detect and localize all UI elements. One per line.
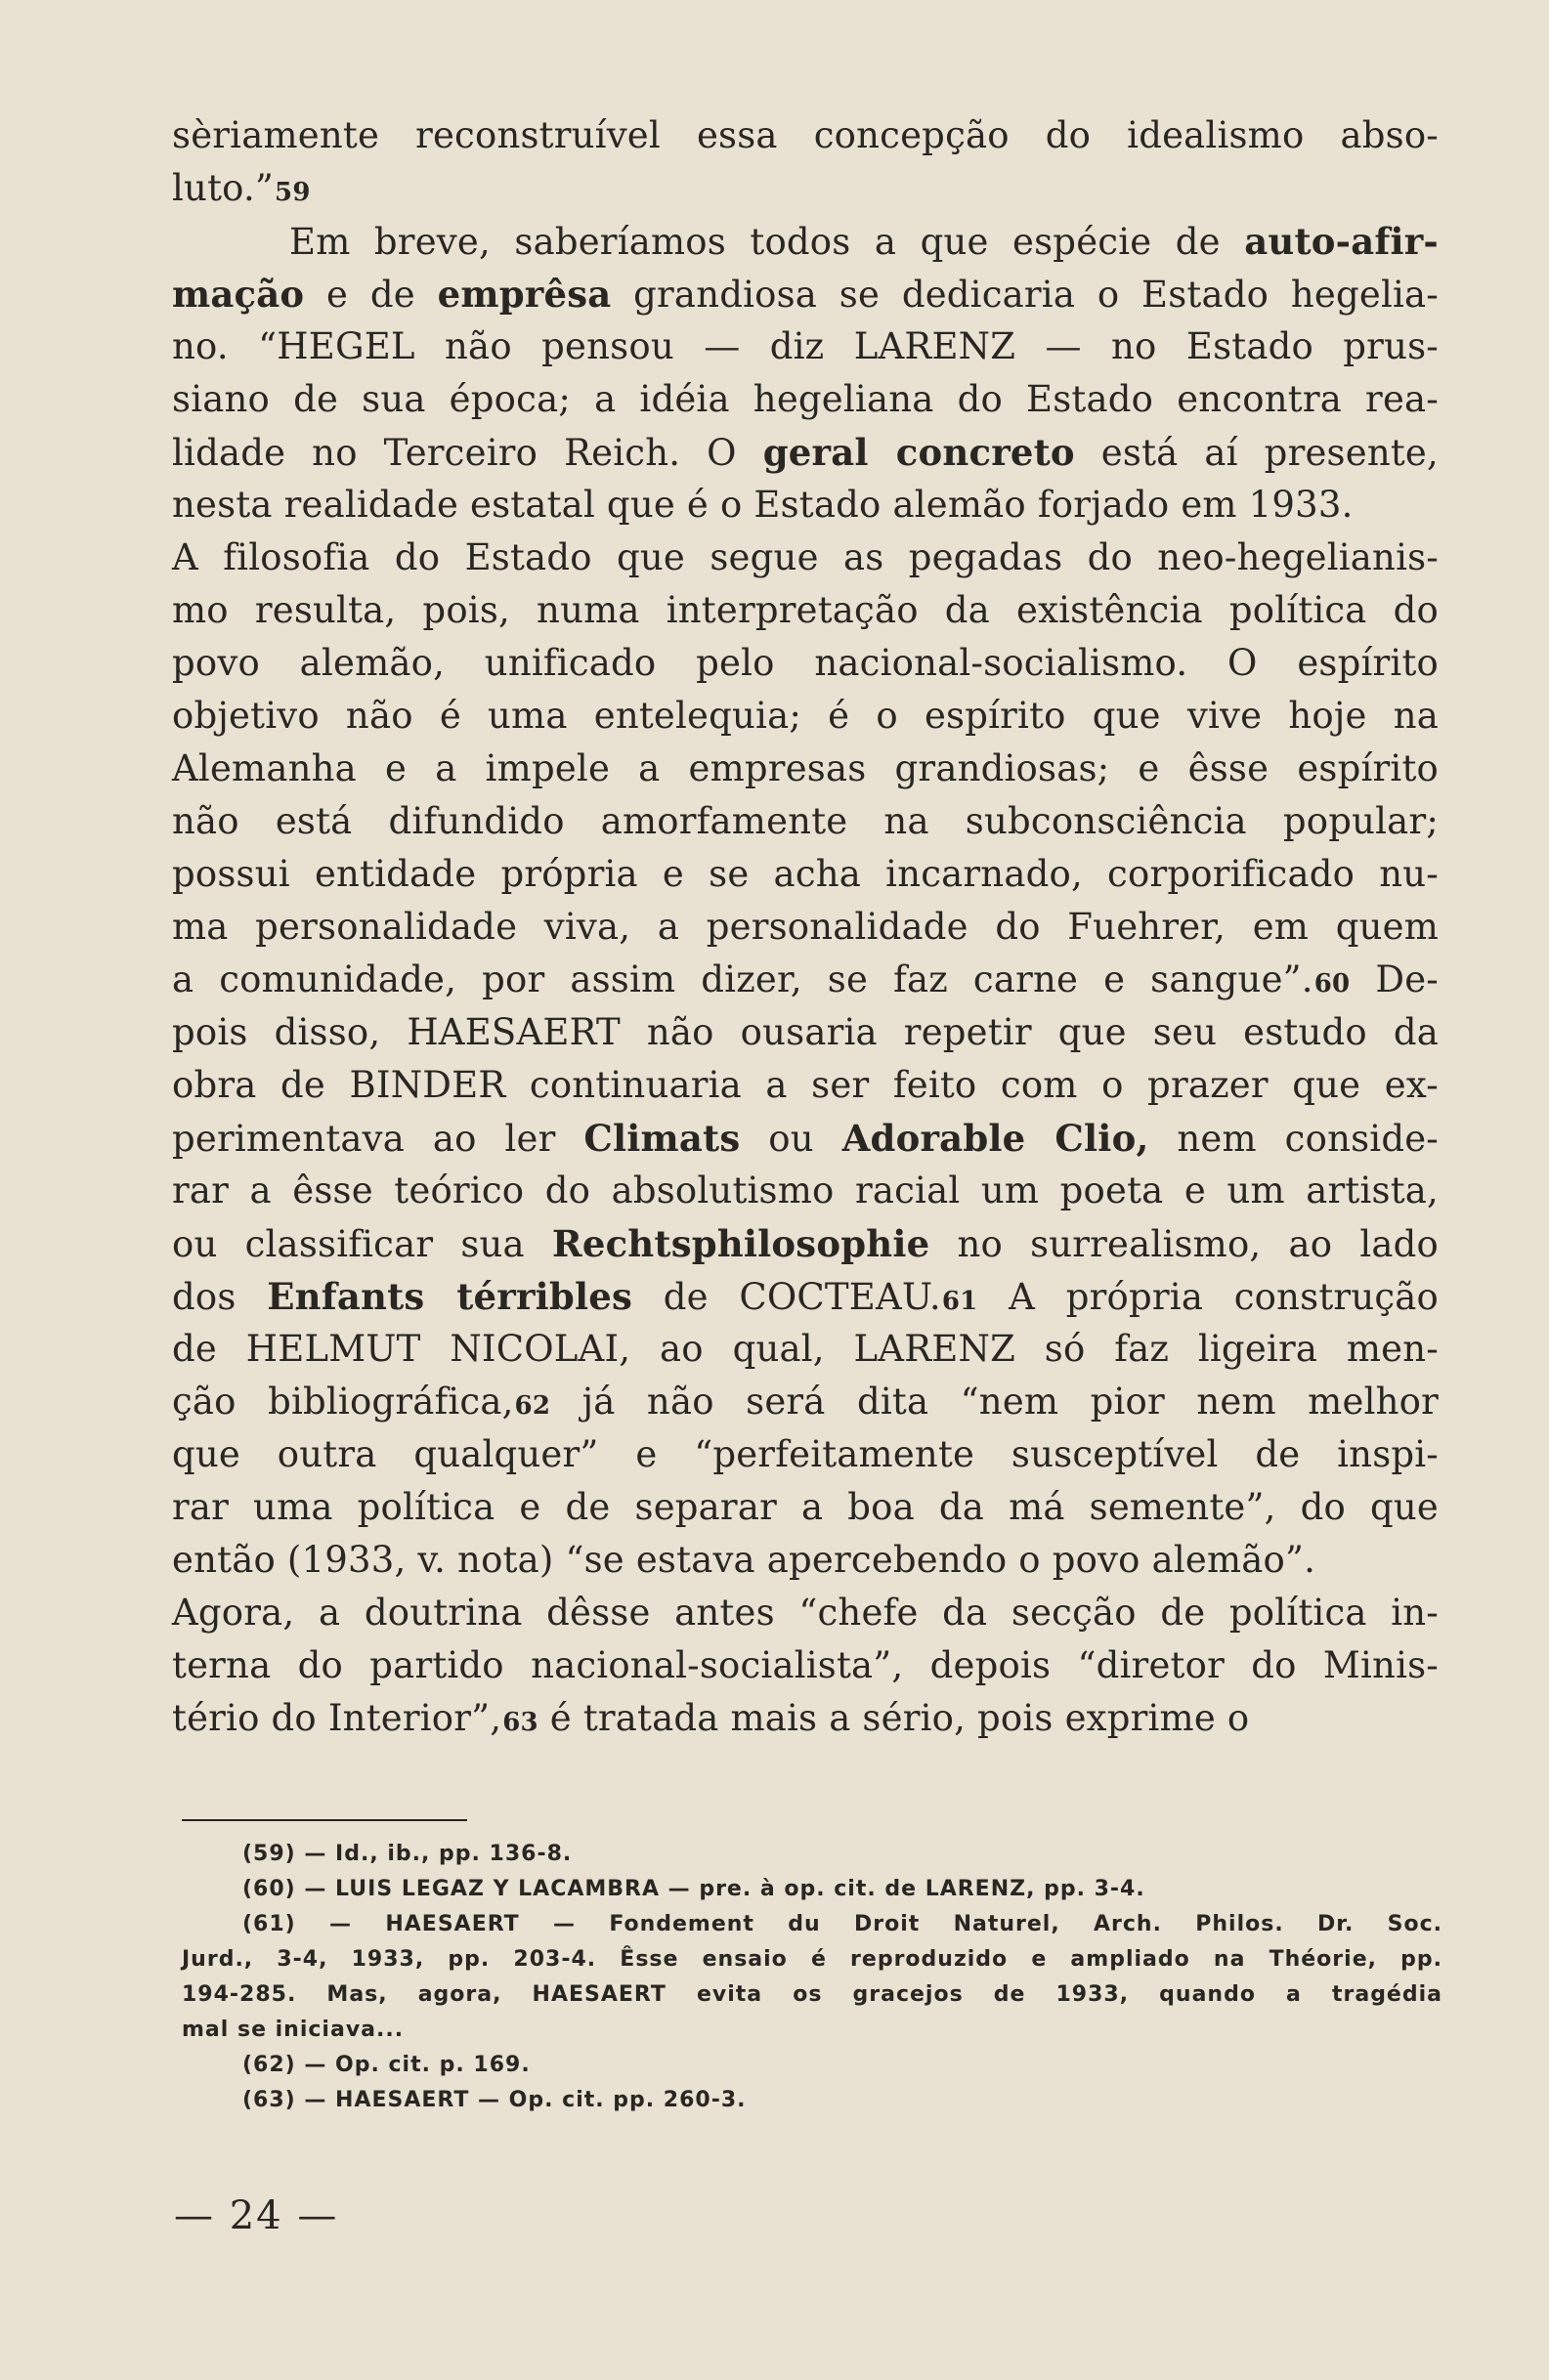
emphasis: Enfants térribles (267, 1275, 633, 1318)
text-run: no. “HEGEL não pensou — diz LARENZ — no Estado prus- (172, 325, 1439, 367)
text-run: não está difundido amorfamente na subconsciência popular; (172, 800, 1439, 842)
text-run: é tratada mais a sério, pois exprime o (538, 1697, 1250, 1739)
footnote-reference: 60 (1313, 969, 1351, 999)
text-run: ma personalidade viva, a personalidade do Fuehrer, em quem (172, 906, 1439, 948)
text-line (172, 215, 1439, 268)
text-run: dos (172, 1276, 268, 1318)
footnote-rule (182, 1819, 467, 1821)
text-run: possui entidade própria e se acha incarnado, corporificado nu- (172, 853, 1439, 895)
text-run: A própria construção (977, 1276, 1440, 1318)
text-line (172, 848, 1439, 901)
text-run: já não será dita “nem pior nem melhor (550, 1381, 1439, 1423)
footnote-line: Jurd., 3-4, 1933, pp. 203-4. Êsse ensaio é reproduzido e ampliado na Théorie, pp. (182, 1947, 1442, 1972)
text-run: lidade no Terceiro Reich. O (172, 432, 763, 474)
footnote-line: (61) — HAESAERT — Fondement du Droit Naturel, Arch. Philos. Dr. Soc. (242, 1912, 1442, 1936)
text-run: siano de sua época; a idéia hegeliana do Estado encontra rea- (172, 378, 1439, 420)
text-line (172, 954, 1439, 1006)
text-run: terna do partido nacional-socialista”, depois “diretor do Minis- (172, 1644, 1439, 1686)
text-line (172, 901, 1439, 954)
text-line (172, 1217, 1439, 1270)
text-line (172, 109, 1439, 162)
text-run: de HELMUT NICOLAI, ao qual, LARENZ só faz ligeira men- (172, 1328, 1439, 1370)
text-line (172, 1587, 1439, 1639)
footnotes (182, 1837, 1442, 2118)
text-run: nesta realidade estatal que é o Estado alemão forjado em 1933. (172, 484, 1354, 526)
footnote-line: (62) — Op. cit. p. 169. (242, 2053, 531, 2077)
text-line (172, 637, 1439, 690)
text-run: rar uma política e de separar a boa da má semente”, do que (172, 1486, 1439, 1528)
emphasis: Climats (583, 1117, 741, 1160)
text-line (172, 373, 1439, 426)
text-line (172, 320, 1439, 373)
text-line (172, 743, 1439, 795)
text-line (172, 162, 1439, 215)
text-line (172, 1323, 1439, 1376)
text-run: A filosofia do Estado que segue as pegadas do neo-hegelianis- (172, 536, 1439, 578)
text-run: a comunidade, por assim dizer, se faz carne e sangue”. (172, 958, 1313, 1000)
text-line (172, 268, 1439, 320)
text-line (172, 1481, 1439, 1534)
footnote-line: (59) — Id., ib., pp. 136-8. (242, 1842, 573, 1866)
emphasis: Adorable Clio, (841, 1117, 1149, 1160)
text-run: nem conside- (1148, 1118, 1440, 1160)
text-run: Agora, a doutrina dêsse antes “chefe da secção de política in- (172, 1592, 1439, 1634)
footnote-reference: 59 (275, 178, 311, 207)
text-line (172, 426, 1439, 479)
text-line (172, 690, 1439, 743)
text-run: pois disso, HAESAERT não ousaria repetir que seu estudo da (172, 1011, 1439, 1053)
emphasis: Rechtsphilosophie (551, 1222, 930, 1265)
text-run: mo resulta, pois, numa interpretação da existência política do (172, 589, 1439, 631)
text-run: Alemanha e a impele a empresas grandiosas; e êsse espírito (172, 747, 1439, 789)
text-line (172, 1534, 1439, 1587)
text-run: luto.” (172, 167, 275, 209)
footnote-line: mal se iniciava... (182, 2018, 405, 2042)
text-run: Em breve, saberíamos todos a que espécie de (289, 221, 1245, 263)
text-run: povo alemão, unificado pelo nacional-socialismo. O espírito (172, 642, 1439, 684)
body-text (172, 109, 1439, 1745)
text-run: rar a êsse teórico do absolutismo racial um poeta e um artista, (172, 1169, 1439, 1211)
footnote-line: (63) — HAESAERT — Op. cit. pp. 260-3. (242, 2088, 747, 2112)
text-line (172, 531, 1439, 584)
text-run: e de (304, 274, 438, 316)
text-line (172, 1270, 1439, 1323)
emphasis: geral concreto (762, 431, 1075, 474)
footnote-line: 194-285. Mas, agora, HAESAERT evita os gracejos de 1933, quando a tragédia (182, 1982, 1442, 2007)
emphasis: mação (172, 273, 305, 316)
text-line (172, 795, 1439, 848)
emphasis: emprêsa (437, 273, 612, 316)
text-line (172, 1112, 1439, 1165)
footnote-reference: 61 (941, 1287, 978, 1316)
text-line (172, 1165, 1439, 1217)
text-run: está aí presente, (1074, 432, 1439, 474)
text-run: ção bibliográfica, (172, 1381, 514, 1423)
text-run: objetivo não é uma entelequia; é o espírito que vive hoje na (172, 695, 1439, 737)
text-line (172, 1639, 1439, 1692)
text-run: ou classificar sua (172, 1223, 552, 1265)
text-run: De- (1350, 958, 1440, 1000)
text-line (172, 479, 1439, 531)
text-run: grandiosa se dedicaria o Estado hegelia- (611, 274, 1439, 316)
footnote-line: (60) — LUIS LEGAZ Y LACAMBRA — pre. à op. cit. de LARENZ, pp. 3-4. (242, 1877, 1145, 1901)
text-run: de COCTEAU. (632, 1276, 941, 1318)
footnote-reference: 63 (502, 1708, 538, 1737)
text-line (172, 1059, 1439, 1112)
text-run: perimentava ao ler (172, 1118, 584, 1160)
emphasis: auto-afir- (1244, 220, 1439, 263)
footnote-reference: 62 (514, 1391, 551, 1421)
text-run: sèriamente reconstruível essa concepção do idealismo abso- (172, 114, 1439, 156)
text-line (172, 1376, 1439, 1428)
page-number: — 24 — (174, 2193, 339, 2238)
text-run: então (1933, v. nota) “se estava apercebendo o povo alemão”. (172, 1539, 1316, 1581)
text-line (172, 1006, 1439, 1059)
text-run: obra de BINDER continuaria a ser feito com o prazer que ex- (172, 1064, 1439, 1106)
text-line (172, 1692, 1439, 1745)
text-run: no surrealismo, ao lado (929, 1223, 1439, 1265)
text-line (172, 1428, 1439, 1481)
text-run: que outra qualquer” e “perfeitamente susceptível de inspi- (172, 1433, 1439, 1475)
text-run: ou (740, 1118, 842, 1160)
text-run: tério do Interior”, (172, 1697, 502, 1739)
text-line (172, 584, 1439, 637)
